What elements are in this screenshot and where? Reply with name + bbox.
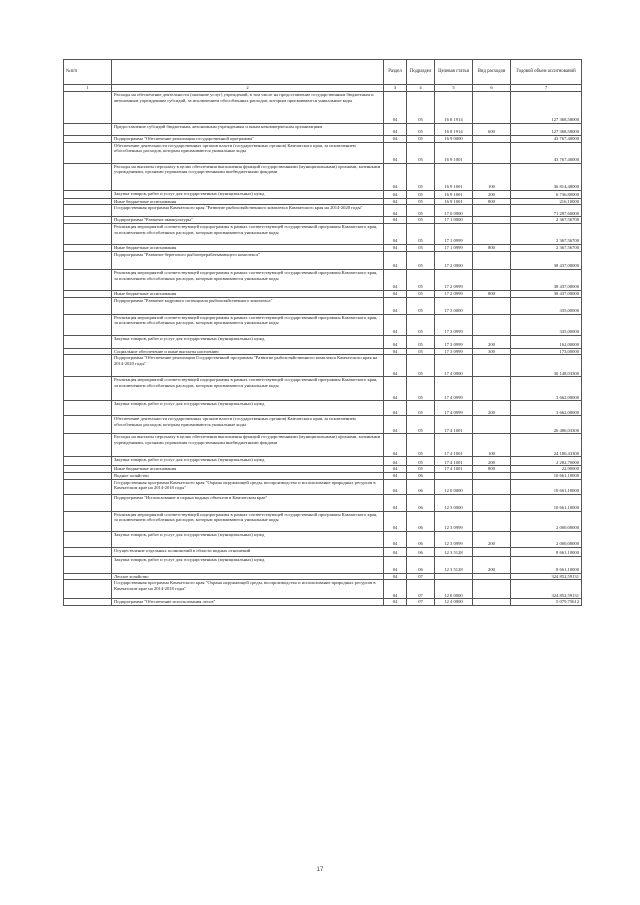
row-num bbox=[64, 401, 112, 416]
row-num bbox=[64, 377, 112, 401]
row-sum: 36 814,48000 bbox=[511, 163, 582, 190]
row-podrazdel: 05 bbox=[407, 198, 435, 205]
row-description: Подпрограмма "Обеспечение использования лесов" bbox=[112, 599, 384, 606]
row-vid bbox=[473, 92, 511, 124]
row-statya bbox=[435, 472, 473, 479]
row-podrazdel: 05 bbox=[407, 457, 435, 466]
row-vid: 300 bbox=[473, 348, 511, 355]
row-podrazdel: 06 bbox=[407, 494, 435, 511]
row-podrazdel: 05 bbox=[407, 355, 435, 377]
row-razdel: 04 bbox=[384, 511, 407, 531]
row-description: Иные бюджетные ассигнования bbox=[112, 198, 384, 205]
row-podrazdel: 05 bbox=[407, 224, 435, 245]
row-razdel: 04 bbox=[384, 401, 407, 416]
header-row bbox=[64, 60, 582, 85]
header-objem: Годовой объем ассигнований bbox=[511, 60, 582, 85]
row-sum: 2 367,56700 bbox=[511, 245, 582, 252]
table-row bbox=[64, 142, 582, 163]
table-row bbox=[64, 335, 582, 348]
row-razdel: 04 bbox=[384, 142, 407, 163]
row-description: Реализация мероприятий соответствующей подпрограммы в рамках соответствующей государственной программы Камчатского края, за исключением обособленных расходов, которым присваиваются уникальные коды bbox=[112, 511, 384, 531]
row-podrazdel: 05 bbox=[407, 205, 435, 217]
row-num bbox=[64, 531, 112, 547]
row-razdel: 04 bbox=[384, 124, 407, 136]
row-vid bbox=[473, 297, 511, 314]
table-row bbox=[64, 163, 582, 190]
row-sum: 22,90000 bbox=[511, 466, 582, 473]
row-podrazdel: 06 bbox=[407, 547, 435, 556]
row-sum: 43 767,40000 bbox=[511, 136, 582, 143]
row-description: Реализация мероприятий соответствующей подпрограммы в рамках соответствующей государственной программы Камчатского края, за исключением обособленных расходов, которым присваиваются уникальные коды bbox=[112, 314, 384, 335]
row-vid bbox=[473, 377, 511, 401]
row-sum: 335,00000 bbox=[511, 297, 582, 314]
row-razdel: 04 bbox=[384, 190, 407, 198]
row-razdel: 04 bbox=[384, 556, 407, 573]
row-sum: 127 368,58000 bbox=[511, 92, 582, 124]
row-sum: 38 437,00000 bbox=[511, 251, 582, 269]
row-razdel: 04 bbox=[384, 573, 407, 580]
row-vid: 800 bbox=[473, 245, 511, 252]
row-vid bbox=[473, 479, 511, 494]
row-razdel: 04 bbox=[384, 217, 407, 224]
row-razdel: 04 bbox=[384, 416, 407, 434]
header-desc bbox=[112, 60, 384, 85]
row-statya: 12 0 0000 bbox=[435, 580, 473, 599]
row-num bbox=[64, 142, 112, 163]
table-row bbox=[64, 136, 582, 143]
row-vid bbox=[473, 251, 511, 269]
row-podrazdel: 05 bbox=[407, 466, 435, 473]
row-razdel: 04 bbox=[384, 290, 407, 297]
row-statya: 12 4 0000 bbox=[435, 599, 473, 606]
row-vid bbox=[473, 217, 511, 224]
row-description: Обеспечение деятельности государственных органов власти (государственных органов) Камчатского края, за исключением обособленных расходов, которым присваиваются уникальные коды bbox=[112, 416, 384, 434]
row-statya: 12 3 5128 bbox=[435, 556, 473, 573]
row-razdel: 04 bbox=[384, 348, 407, 355]
row-razdel: 04 bbox=[384, 531, 407, 547]
row-sum: 2 367,56700 bbox=[511, 217, 582, 224]
row-razdel: 04 bbox=[384, 205, 407, 217]
row-num bbox=[64, 136, 112, 143]
row-statya: 17 4 1001 bbox=[435, 434, 473, 457]
row-num bbox=[64, 335, 112, 348]
row-statya: 17 0 0000 bbox=[435, 205, 473, 217]
row-description: Закупка товаров, работ и услуг для государственных (муниципальных) нужд bbox=[112, 335, 384, 348]
row-sum: 5 079,75612 bbox=[511, 599, 582, 606]
column-index: 5 bbox=[435, 85, 473, 92]
table-row bbox=[64, 190, 582, 198]
row-razdel: 04 bbox=[384, 479, 407, 494]
row-sum: 8 661,10000 bbox=[511, 556, 582, 573]
table-row bbox=[64, 531, 582, 547]
table-row bbox=[64, 434, 582, 457]
row-vid bbox=[473, 547, 511, 556]
column-index: 7 bbox=[511, 85, 582, 92]
table-row bbox=[64, 297, 582, 314]
row-num bbox=[64, 556, 112, 573]
row-razdel: 04 bbox=[384, 198, 407, 205]
row-description: Закупка товаров, работ и услуг для государственных (муниципальных) нужд bbox=[112, 556, 384, 573]
row-vid: 200 bbox=[473, 335, 511, 348]
row-podrazdel: 05 bbox=[407, 290, 435, 297]
row-podrazdel: 05 bbox=[407, 142, 435, 163]
row-sum: 324 852,59131 bbox=[511, 573, 582, 580]
row-sum: 324 852,59131 bbox=[511, 580, 582, 599]
row-num bbox=[64, 466, 112, 473]
column-index: 1 bbox=[64, 85, 112, 92]
row-sum: 3 662,00000 bbox=[511, 377, 582, 401]
row-description: Подпрограмма "Использование и охрана водных объектов в Камчатском крае" bbox=[112, 494, 384, 511]
row-vid bbox=[473, 205, 511, 217]
row-num bbox=[64, 355, 112, 377]
row-num bbox=[64, 580, 112, 599]
row-statya: 17 1 0000 bbox=[435, 217, 473, 224]
row-razdel: 04 bbox=[384, 355, 407, 377]
row-statya: 16 9 1001 bbox=[435, 142, 473, 163]
column-index: 4 bbox=[407, 85, 435, 92]
row-description: Закупка товаров, работ и услуг для государственных (муниципальных) нужд bbox=[112, 401, 384, 416]
row-num bbox=[64, 163, 112, 190]
table-row bbox=[64, 599, 582, 606]
row-podrazdel: 05 bbox=[407, 269, 435, 290]
row-vid: 800 bbox=[473, 466, 511, 473]
row-num bbox=[64, 124, 112, 136]
row-sum: 30 148,03300 bbox=[511, 355, 582, 377]
row-vid: 200 bbox=[473, 531, 511, 547]
row-statya: 16 8 1914 bbox=[435, 92, 473, 124]
row-num bbox=[64, 297, 112, 314]
row-statya: 16 8 1914 bbox=[435, 124, 473, 136]
row-podrazdel: 06 bbox=[407, 531, 435, 547]
row-description: Государственная программа Камчатского края "Развитие рыбохозяйственного комплекса Камчатского края на 2014-2020 годы" bbox=[112, 205, 384, 217]
row-sum: 10 661,10000 bbox=[511, 479, 582, 494]
row-razdel: 04 bbox=[384, 547, 407, 556]
table-row bbox=[64, 290, 582, 297]
row-podrazdel: 05 bbox=[407, 401, 435, 416]
row-sum: 2 282,70000 bbox=[511, 457, 582, 466]
row-description: Предоставление субсидий бюджетным, автономным учреждениям и иным некоммерческим организациям bbox=[112, 124, 384, 136]
budget-table bbox=[63, 59, 582, 606]
row-statya: 17 2 0000 bbox=[435, 251, 473, 269]
row-statya: 12 3 5128 bbox=[435, 547, 473, 556]
row-num bbox=[64, 547, 112, 556]
row-statya: 17 4 1001 bbox=[435, 466, 473, 473]
row-razdel: 04 bbox=[384, 599, 407, 606]
row-sum: 127 368,58000 bbox=[511, 124, 582, 136]
table-row bbox=[64, 355, 582, 377]
table-row bbox=[64, 466, 582, 473]
row-razdel: 04 bbox=[384, 466, 407, 473]
row-statya: 17 1 0999 bbox=[435, 245, 473, 252]
row-vid: 800 bbox=[473, 290, 511, 297]
row-description: Осуществление отдельных полномочий в области водных отношений bbox=[112, 547, 384, 556]
row-razdel: 04 bbox=[384, 224, 407, 245]
row-statya: 16 9 1001 bbox=[435, 198, 473, 205]
table-row bbox=[64, 556, 582, 573]
row-sum: 335,00000 bbox=[511, 314, 582, 335]
row-description: Закупка товаров, работ и услуг для государственных (муниципальных) нужд bbox=[112, 457, 384, 466]
row-razdel: 04 bbox=[384, 92, 407, 124]
row-razdel: 04 bbox=[384, 377, 407, 401]
row-num bbox=[64, 494, 112, 511]
row-razdel: 04 bbox=[384, 494, 407, 511]
row-num bbox=[64, 224, 112, 245]
row-podrazdel: 07 bbox=[407, 599, 435, 606]
table-row bbox=[64, 401, 582, 416]
row-num bbox=[64, 92, 112, 124]
row-podrazdel: 05 bbox=[407, 245, 435, 252]
row-vid bbox=[473, 136, 511, 143]
column-index: 6 bbox=[473, 85, 511, 92]
row-description: Закупка товаров, работ и услуг для государственных (муниципальных) нужд bbox=[112, 190, 384, 198]
row-sum: 2 000,00000 bbox=[511, 511, 582, 531]
row-vid bbox=[473, 224, 511, 245]
row-num bbox=[64, 205, 112, 217]
row-num bbox=[64, 457, 112, 466]
row-vid: 600 bbox=[473, 124, 511, 136]
row-statya: 17 4 0999 bbox=[435, 401, 473, 416]
row-sum: 71 287,60000 bbox=[511, 205, 582, 217]
row-razdel: 04 bbox=[384, 457, 407, 466]
row-num bbox=[64, 599, 112, 606]
column-index: 3 bbox=[384, 85, 407, 92]
row-statya: 17 4 0000 bbox=[435, 355, 473, 377]
row-razdel: 04 bbox=[384, 136, 407, 143]
table-row bbox=[64, 314, 582, 335]
row-vid bbox=[473, 472, 511, 479]
row-statya: 16 9 1001 bbox=[435, 163, 473, 190]
row-podrazdel: 06 bbox=[407, 472, 435, 479]
row-description: Иные бюджетные ассигнования bbox=[112, 245, 384, 252]
row-sum: 43 767,40000 bbox=[511, 142, 582, 163]
row-vid bbox=[473, 269, 511, 290]
row-num bbox=[64, 434, 112, 457]
row-description: Закупка товаров, работ и услуг для государственных (муниципальных) нужд bbox=[112, 531, 384, 547]
row-razdel: 04 bbox=[384, 472, 407, 479]
row-razdel: 04 bbox=[384, 163, 407, 190]
row-podrazdel: 05 bbox=[407, 124, 435, 136]
row-podrazdel: 05 bbox=[407, 416, 435, 434]
row-vid bbox=[473, 355, 511, 377]
row-sum: 8 661,10000 bbox=[511, 547, 582, 556]
row-statya: 12 3 0000 bbox=[435, 494, 473, 511]
table-row bbox=[64, 377, 582, 401]
table-row bbox=[64, 494, 582, 511]
header-podrazdel: Подраздел bbox=[407, 60, 435, 85]
row-statya: 12 3 0999 bbox=[435, 511, 473, 531]
table-row bbox=[64, 217, 582, 224]
table-row bbox=[64, 457, 582, 466]
row-statya bbox=[435, 573, 473, 580]
row-vid: 100 bbox=[473, 163, 511, 190]
row-podrazdel: 05 bbox=[407, 136, 435, 143]
row-statya: 17 2 0999 bbox=[435, 269, 473, 290]
row-statya: 17 3 0999 bbox=[435, 348, 473, 355]
row-podrazdel: 07 bbox=[407, 580, 435, 599]
row-podrazdel: 07 bbox=[407, 573, 435, 580]
table-row bbox=[64, 251, 582, 269]
row-num bbox=[64, 472, 112, 479]
header-statya: Целевая статья bbox=[435, 60, 473, 85]
row-statya: 17 1 0999 bbox=[435, 224, 473, 245]
row-description: Реализация мероприятий соответствующей подпрограммы в рамках соответствующей государственной программы Камчатского края, за исключением обособленных расходов, которым присваиваются уникальные коды bbox=[112, 224, 384, 245]
table-row bbox=[64, 124, 582, 136]
row-num bbox=[64, 245, 112, 252]
row-statya: 17 4 1001 bbox=[435, 457, 473, 466]
table-row bbox=[64, 245, 582, 252]
table-row bbox=[64, 547, 582, 556]
row-vid: 200 bbox=[473, 190, 511, 198]
row-sum: 24 180,43300 bbox=[511, 434, 582, 457]
row-razdel: 04 bbox=[384, 297, 407, 314]
row-sum: 173,00000 bbox=[511, 348, 582, 355]
row-statya: 17 3 0999 bbox=[435, 314, 473, 335]
table-row bbox=[64, 573, 582, 580]
column-index: 2 bbox=[112, 85, 384, 92]
table-row bbox=[64, 92, 582, 124]
row-podrazdel: 05 bbox=[407, 434, 435, 457]
row-razdel: 04 bbox=[384, 314, 407, 335]
row-statya: 17 4 1001 bbox=[435, 416, 473, 434]
row-description: Водное хозяйство bbox=[112, 472, 384, 479]
row-num bbox=[64, 217, 112, 224]
row-description: Реализация мероприятий соответствующей подпрограммы в рамках соответствующей государственной программы Камчатского края, за исключением обособленных расходов, которым присваиваются уникальные коды bbox=[112, 269, 384, 290]
row-podrazdel: 05 bbox=[407, 190, 435, 198]
table-row bbox=[64, 479, 582, 494]
row-vid: 200 bbox=[473, 556, 511, 573]
row-vid bbox=[473, 314, 511, 335]
row-podrazdel: 05 bbox=[407, 163, 435, 190]
row-description: Реализация мероприятий соответствующей подпрограммы в рамках соответствующей государственной программы Камчатского края, за исключением обособленных расходов, которым присваиваются уникальные коды bbox=[112, 377, 384, 401]
row-vid: 100 bbox=[473, 434, 511, 457]
column-index-row bbox=[64, 85, 582, 92]
row-num bbox=[64, 251, 112, 269]
row-sum: 6 736,80000 bbox=[511, 190, 582, 198]
row-num bbox=[64, 348, 112, 355]
table-row bbox=[64, 511, 582, 531]
row-vid bbox=[473, 142, 511, 163]
row-podrazdel: 05 bbox=[407, 217, 435, 224]
row-podrazdel: 05 bbox=[407, 92, 435, 124]
row-podrazdel: 05 bbox=[407, 335, 435, 348]
row-num bbox=[64, 511, 112, 531]
table-row bbox=[64, 472, 582, 479]
row-num bbox=[64, 290, 112, 297]
row-sum: 26 486,03300 bbox=[511, 416, 582, 434]
row-podrazdel: 05 bbox=[407, 348, 435, 355]
table-row bbox=[64, 198, 582, 205]
row-sum: 2 367,56700 bbox=[511, 224, 582, 245]
table-row bbox=[64, 580, 582, 599]
row-sum: 162,00000 bbox=[511, 335, 582, 348]
row-description: Государственная программа Камчатского края "Охрана окружающей среды, воспроизводство и использование природных ресурсов в Камчатском крае на 2014-2018 годы" bbox=[112, 580, 384, 599]
row-podrazdel: 05 bbox=[407, 251, 435, 269]
header-vid: Вид расходов bbox=[473, 60, 511, 85]
row-vid bbox=[473, 511, 511, 531]
row-vid bbox=[473, 599, 511, 606]
row-statya: 17 3 0999 bbox=[435, 335, 473, 348]
row-podrazdel: 06 bbox=[407, 556, 435, 573]
table-row bbox=[64, 224, 582, 245]
row-vid bbox=[473, 580, 511, 599]
row-num bbox=[64, 190, 112, 198]
row-description: Государственная программа Камчатского края "Охрана окружающей среды, воспроизводство и использование природных ресурсов в Камчатском крае на 2014-2018 годы" bbox=[112, 479, 384, 494]
row-num bbox=[64, 269, 112, 290]
row-razdel: 04 bbox=[384, 434, 407, 457]
row-razdel: 04 bbox=[384, 335, 407, 348]
row-num bbox=[64, 479, 112, 494]
row-description: Подпрограмма "Развитие кадрового потенциала рыбохозяйственного комплекса" bbox=[112, 297, 384, 314]
row-description: Подпрограмма "Развитие аквакультуры" bbox=[112, 217, 384, 224]
row-num bbox=[64, 314, 112, 335]
row-vid: 200 bbox=[473, 457, 511, 466]
row-podrazdel: 05 bbox=[407, 297, 435, 314]
row-description: Обеспечение деятельности государственных органов власти (государственных органов) Камчатского края, за исключением обособленных расходов, которым присваиваются уникальные коды bbox=[112, 142, 384, 163]
row-description: Расходы на выплаты персоналу в целях обеспечения выполнения функций государственными (муниципальными) органами, казенными учреждениями, органами управления государственными внебюджетными фондами bbox=[112, 163, 384, 190]
row-num bbox=[64, 198, 112, 205]
row-sum: 38 437,00000 bbox=[511, 290, 582, 297]
row-statya: 17 4 0999 bbox=[435, 377, 473, 401]
row-sum: 3 662,00000 bbox=[511, 401, 582, 416]
row-description: Иные бюджетные ассигнования bbox=[112, 290, 384, 297]
row-vid: 200 bbox=[473, 401, 511, 416]
row-description: Расходы на выплаты персоналу в целях обеспечения выполнения функций государственными (муниципальными) органами, казенными учреждениями, органами управления государственными внебюджетными фондами bbox=[112, 434, 384, 457]
row-podrazdel: 05 bbox=[407, 377, 435, 401]
row-statya: 12 0 0000 bbox=[435, 479, 473, 494]
row-description: Лесное хозяйство bbox=[112, 573, 384, 580]
table-row bbox=[64, 205, 582, 217]
header-num: №п/п bbox=[64, 60, 112, 85]
row-sum: 38 437,00000 bbox=[511, 269, 582, 290]
table-row bbox=[64, 269, 582, 290]
row-sum: 10 661,10000 bbox=[511, 494, 582, 511]
row-statya: 12 3 0999 bbox=[435, 531, 473, 547]
row-description: Иные бюджетные ассигнования bbox=[112, 466, 384, 473]
row-num bbox=[64, 573, 112, 580]
row-razdel: 04 bbox=[384, 269, 407, 290]
row-statya: 16 9 1001 bbox=[435, 190, 473, 198]
row-description: Расходы на обеспечение деятельности (оказание услуг) учреждений, в том числе на предоставление государственным бюджетным и автономным учреждениям субсидий, за исключением обособленных расходов, которым присваиваются уникальные коды bbox=[112, 92, 384, 124]
row-razdel: 04 bbox=[384, 245, 407, 252]
row-sum: 10 661,10000 bbox=[511, 472, 582, 479]
row-podrazdel: 06 bbox=[407, 511, 435, 531]
row-vid bbox=[473, 416, 511, 434]
row-vid bbox=[473, 573, 511, 580]
row-sum: 216,10000 bbox=[511, 198, 582, 205]
row-description: Подпрограмма "Обеспечение реализации государственной программы" bbox=[112, 136, 384, 143]
row-description: Подпрограмма "Обеспечение реализации Государственной программы "Развитие рыбохозяйственного комплекса Камчатского края на 2014-2020 годы" bbox=[112, 355, 384, 377]
row-statya: 16 9 0000 bbox=[435, 136, 473, 143]
row-num bbox=[64, 416, 112, 434]
row-razdel: 04 bbox=[384, 580, 407, 599]
table-row bbox=[64, 348, 582, 355]
page-number: 17 bbox=[316, 867, 324, 873]
row-podrazdel: 05 bbox=[407, 314, 435, 335]
row-vid bbox=[473, 494, 511, 511]
row-statya: 17 3 0000 bbox=[435, 297, 473, 314]
row-description: Социальное обеспечение и иные выплаты населению bbox=[112, 348, 384, 355]
row-statya: 17 2 0999 bbox=[435, 290, 473, 297]
row-vid: 800 bbox=[473, 198, 511, 205]
row-podrazdel: 06 bbox=[407, 479, 435, 494]
row-description: Подпрограмма "Развитие берегового рыбоперерабатывающего комплекса" bbox=[112, 251, 384, 269]
table-row bbox=[64, 416, 582, 434]
header-razdel: Раздел bbox=[384, 60, 407, 85]
row-sum: 2 000,00000 bbox=[511, 531, 582, 547]
row-razdel: 04 bbox=[384, 251, 407, 269]
